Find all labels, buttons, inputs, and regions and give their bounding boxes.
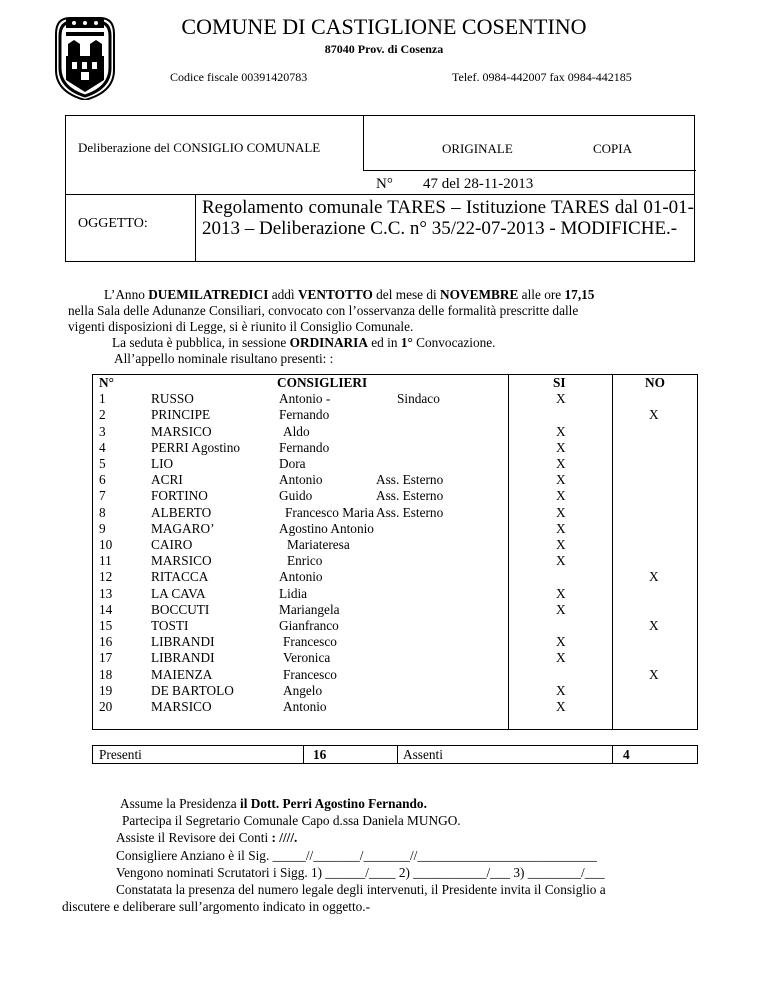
oggetto-text: Regolamento comunale TARES – Istituzione TARES dal 01-01-2013 – Deliberazione C.C. n° 35/22-07-2013 - MODIFICHE.- — [202, 197, 694, 239]
mese: NOVEMBRE — [440, 287, 519, 302]
scrutatori-line: Vengono nominati Scrutatori i Sigg. 1) ______/____ 2) ___________/___ 3) ________/___ — [116, 864, 605, 880]
consigliere-cognome: LIBRANDI — [151, 650, 215, 666]
intro-paragraph: L’Anno DUEMILATREDICI addì VENTOTTO del mese di NOVEMBRE alle ore 17,15 nella Sala delle Adunanze Consiliari, convocato con l’osservanza delle formalità prescritte dalle vigenti disposizioni di Legge, si è riunito il Consiglio Comunale. La seduta è pubblica, in sessione ORDINARIA ed in 1° Convocazione. All’appello nominale risultano presenti: : — [72, 287, 702, 367]
row-number: 6 — [99, 472, 106, 488]
consigliere-cognome: MAIENZA — [151, 666, 213, 682]
divider — [363, 116, 364, 170]
consigliere-cognome: LA CAVA — [151, 585, 206, 601]
comune-subtitle: 87040 Prov. di Cosenza — [324, 42, 444, 56]
consigliere-cognome: FORTINO — [151, 488, 208, 504]
row-number: 5 — [99, 456, 106, 471]
row-number: 7 — [99, 488, 106, 504]
consigliere-ruolo: Ass. Esterno — [376, 488, 444, 504]
si-mark: X — [556, 682, 566, 698]
consigliere-cognome: LIBRANDI — [151, 634, 215, 650]
consigliere-nome: Antonio — [283, 699, 327, 714]
consigliere-nome: Veronica — [283, 650, 331, 666]
consigliere-nome: Guido — [279, 488, 313, 504]
anno: DUEMILATREDICI — [148, 287, 269, 302]
row-number: 12 — [99, 569, 113, 585]
row-number: 18 — [99, 666, 113, 682]
consigliere-nome: Fernando — [279, 407, 330, 423]
si-mark: X — [556, 472, 566, 488]
presenze-table — [92, 374, 698, 730]
divider — [397, 746, 398, 763]
no-mark: X — [649, 618, 659, 633]
no-mark: X — [649, 569, 659, 585]
si-mark: X — [556, 699, 566, 714]
si-mark: X — [556, 456, 566, 471]
row-number: 3 — [99, 423, 106, 439]
si-mark: X — [556, 488, 566, 504]
consigliere-cognome: ALBERTO — [151, 504, 212, 520]
constatata-line: Constatata la presenza del numero legale degli intervenuti, il Presidente invita il Consiglio a — [116, 882, 606, 898]
consigliere-cognome: DE BARTOLO — [151, 682, 234, 698]
row-number: 19 — [99, 682, 113, 698]
si-mark: X — [556, 650, 566, 666]
col-header-no: NO — [645, 375, 665, 390]
appello-text: All’appello nominale risultano presenti: : — [114, 351, 334, 366]
consigliere-nome: Lidia — [279, 585, 308, 601]
presenti-label: Presenti — [99, 747, 142, 762]
consigliere-nome: Antonio — [279, 472, 323, 488]
row-number: 20 — [99, 699, 113, 714]
consigliere-cognome: CAIRO — [151, 537, 193, 552]
consigliere-nome: Gianfranco — [279, 618, 339, 633]
divider — [612, 746, 613, 763]
originale-label: ORIGINALE — [442, 141, 513, 156]
consigliere-ruolo: Sindaco — [397, 391, 440, 407]
numero-delibera: 47 del 28-11-2013 — [423, 176, 534, 192]
row-number: 9 — [99, 520, 106, 536]
consigliere-nome: Fernando — [279, 439, 330, 455]
consigliere-cognome: ACRI — [151, 472, 183, 488]
consigliere-nome: Francesco — [283, 666, 337, 682]
row-number: 1 — [99, 391, 106, 407]
col-header-n: N° — [99, 375, 114, 390]
consigliere-cognome: PERRI Agostino — [151, 439, 241, 455]
discutere-line: discutere e deliberare sull’argomento indicato in oggetto.- — [62, 899, 371, 915]
consigliere-cognome: PRINCIPE — [151, 407, 211, 423]
divider — [612, 375, 613, 729]
consigliere-cognome: MAGARO’ — [151, 520, 215, 536]
row-number: 15 — [99, 618, 113, 633]
divider — [508, 375, 509, 729]
segretario-line: Partecipa il Segretario Comunale Capo d.ssa Daniela MUNGO. — [122, 813, 461, 829]
row-number: 16 — [99, 634, 113, 650]
si-mark: X — [556, 423, 566, 439]
revisore: : ////. — [271, 830, 298, 846]
consigliere-cognome: MARSICO — [151, 553, 212, 569]
si-mark: X — [556, 391, 566, 406]
convocazione: 1° — [400, 335, 413, 350]
deliberazione-label: Deliberazione del CONSIGLIO COMUNALE — [78, 140, 321, 155]
row-number: 10 — [99, 537, 113, 552]
row-number: 2 — [99, 407, 106, 423]
col-header-si: SI — [553, 375, 566, 390]
si-mark: X — [556, 537, 566, 552]
consigliere-cognome: TOSTI — [151, 618, 189, 633]
si-mark: X — [556, 585, 566, 601]
consigliere-cognome: RITACCA — [151, 569, 209, 585]
consigliere-nome: Mariangela — [279, 601, 340, 617]
si-mark: X — [556, 504, 566, 520]
consigliere-nome: Aldo — [283, 423, 310, 439]
no-mark: X — [649, 666, 659, 682]
si-mark: X — [556, 520, 566, 536]
consigliere-cognome: LIO — [151, 456, 174, 471]
no-mark: X — [649, 407, 659, 423]
assenti-count: 4 — [623, 747, 630, 762]
ora: 17,15 — [564, 287, 595, 302]
consigliere-cognome: MARSICO — [151, 699, 212, 714]
consigliere-nome: Francesco — [283, 634, 337, 650]
consigliere-nome: Enrico — [287, 553, 323, 569]
copia-label: COPIA — [593, 141, 633, 156]
sessione: ORDINARIA — [289, 335, 368, 350]
oggetto-label: OGGETTO: — [78, 216, 148, 231]
consigliere-nome: Antonio — [279, 569, 323, 585]
numero-label: N° — [376, 176, 393, 192]
consigliere-nome: Angelo — [283, 682, 323, 698]
si-mark: X — [556, 439, 566, 455]
consigliere-ruolo: Ass. Esterno — [376, 472, 444, 488]
col-header-consiglieri: CONSIGLIERI — [277, 375, 368, 390]
giorno: VENTOTTO — [297, 287, 373, 302]
comune-title: COMUNE DI CASTIGLIONE COSENTINO — [181, 14, 587, 39]
assenti-label: Assenti — [403, 747, 443, 762]
totali-row — [92, 745, 698, 764]
row-number: 14 — [99, 601, 113, 617]
row-number: 8 — [99, 504, 106, 520]
consigliere-cognome: MARSICO — [151, 423, 212, 439]
consigliere-nome: Antonio - — [279, 391, 331, 407]
consigliere-ruolo: Ass. Esterno — [376, 504, 444, 520]
consigliere-nome: Francesco Maria — [285, 504, 374, 520]
si-mark: X — [556, 634, 566, 650]
divider — [303, 746, 304, 763]
row-number: 17 — [99, 650, 113, 666]
consigliere-nome: Mariateresa — [287, 537, 350, 552]
presenti-count: 16 — [313, 747, 327, 762]
row-number: 11 — [99, 553, 112, 569]
si-mark: X — [556, 553, 566, 569]
row-number: 13 — [99, 585, 113, 601]
consigliere-nome: Dora — [279, 456, 306, 471]
closing-paragraph: Assume la Presidenza il Dott. Perri Agostino Fernando. Partecipa il Segretario Comunale Capo d.ssa Daniela MUNGO. Assiste il Revisore dei Conti : ////. Consigliere Anziano è il Sig. _____//_______/_______//___________________________ Vengono nominati Scrutatori i Sigg. 1) ______/____ 2) ___________/___ 3) ________/___ Constatata la presenza del numero legale degli intervenuti, il Presidente invita il Consiglio a discutere e deliberare sull’argomento indicato in oggetto.- — [62, 795, 752, 915]
telefono-fax: Telef. 0984-442007 fax 0984-442185 — [452, 70, 632, 84]
consigliere-nome: Agostino Antonio — [279, 520, 374, 536]
row-number: 4 — [99, 439, 106, 455]
presidente: il Dott. Perri Agostino Fernando. — [240, 796, 427, 811]
consigliere-cognome: BOCCUTI — [151, 601, 210, 617]
si-mark: X — [556, 601, 566, 617]
consigliere-cognome: RUSSO — [151, 391, 194, 407]
consigliere-anziano-line: Consigliere Anziano è il Sig. _____//_______/_______//___________________________ — [116, 847, 597, 863]
codice-fiscale: Codice fiscale 00391420783 — [170, 70, 308, 84]
divider — [363, 170, 696, 171]
